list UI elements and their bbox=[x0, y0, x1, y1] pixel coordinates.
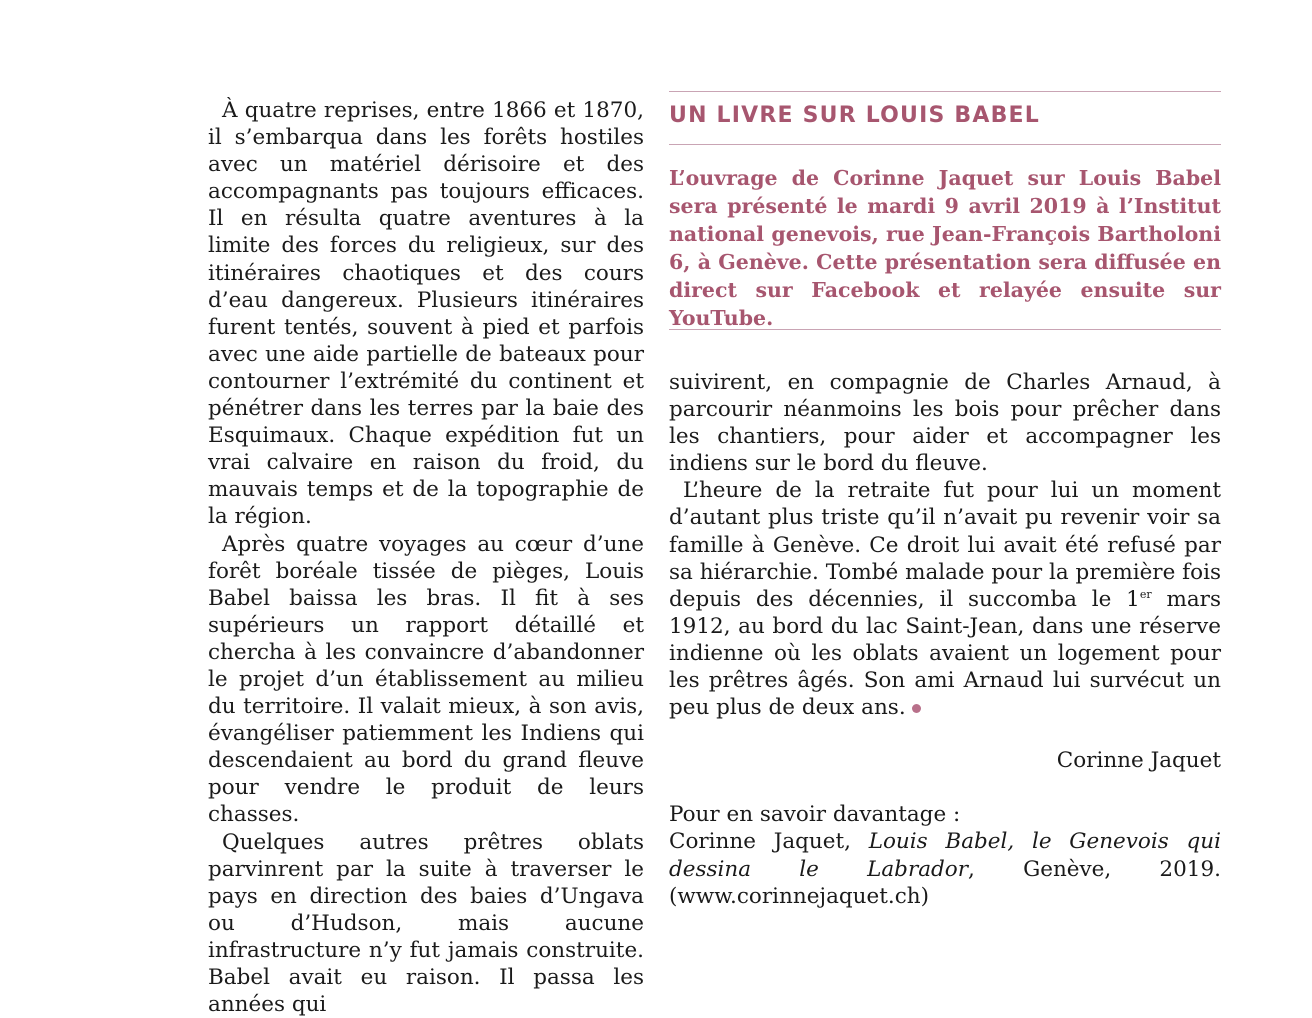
right-column bbox=[669, 369, 1221, 910]
divider bbox=[669, 329, 1221, 330]
left-column bbox=[208, 97, 644, 1018]
reference-author: Corinne Jaquet, bbox=[669, 829, 869, 855]
reference-title: Louis Babel, le Genevois qui dessina le Labrador bbox=[669, 829, 1221, 882]
box-title: UN LIVRE SUR LOUIS BABEL bbox=[669, 103, 1041, 128]
paragraph bbox=[669, 477, 1221, 721]
divider bbox=[669, 91, 1221, 92]
author-signature: Corinne Jaquet bbox=[1056, 748, 1221, 774]
paragraph-text: L’heure de la retraite fut pour lui un moment d’autant plus triste qu’il n’avait pu revenir voir sa famille à Genève. Ce droit lui avait été refusé par sa hiérarchie. Tombé malade pour la première fois depuis des décennies, il succomba le 1 bbox=[669, 478, 1221, 612]
reference-label: Pour en savoir davantage : bbox=[669, 802, 961, 828]
box-text: L’ouvrage de Corinne Jaquet sur Louis Babel sera présenté le mardi 9 avril 2019 à l’Institut national genevois, rue Jean-François Bartholoni 6, à Genève. Cette présentation sera diffusée en direct sur Facebook et relayée ensuite sur YouTube. bbox=[669, 166, 1221, 330]
superscript: er bbox=[1139, 587, 1152, 601]
paragraph: Après quatre voyages au cœur d’une forêt boréale tissée de pièges, Louis Babel baissa les bras. Il fit à ses supérieurs un rapport détaillé et chercha à les convaincre d’abandonner le projet d’un établissement au milieu du territoire. Il valait mieux, à son avis, évangéliser patiemment les Indiens qui descendaient au bord du grand fleuve pour vendre le produit de leurs chasses. bbox=[208, 531, 644, 828]
divider bbox=[669, 144, 1221, 145]
paragraph-text: mars 1912, au bord du lac Saint-Jean, dans une réserve indienne où les oblats avaient un logement pour les prêtres âgés. Son ami Arnaud lui survécut un peu plus de deux ans. bbox=[669, 586, 1221, 721]
book-announcement-box bbox=[669, 91, 1221, 331]
paragraph: Quelques autres prêtres oblats parvinrent par la suite à traverser le pays en direction des baies d’Ungava ou d’Hudson, mais aucune infrastructure n’y fut jamais construite. Babel avait eu raison. Il passa les années qui bbox=[208, 829, 644, 1018]
paragraph: À quatre reprises, entre 1866 et 1870, il s’embarqua dans les forêts hostiles avec un matériel dérisoire et des accompagnants pas toujours efficaces. Il en résulta quatre aventures à la limite des forces du religieux, sur des itinéraires chaotiques et des cours d’eau dangereux. Plusieurs itinéraires furent tentés, souvent à pied et parfois avec une aide partielle de bateaux pour contourner l’extrémité du continent et pénétrer dans les terres par la baie des Esquimaux. Chaque expédition fut un vrai calvaire en raison du froid, du mauvais temps et de la topographie de la région. bbox=[208, 98, 644, 530]
reference-details: , Genève, 2019. (www.corinnejaquet.ch) bbox=[669, 856, 1221, 909]
end-bullet-icon bbox=[912, 704, 921, 713]
reference bbox=[669, 828, 1221, 909]
paragraph: suivirent, en compagnie de Charles Arnaud, à parcourir néanmoins les bois pour prêcher dans les chantiers, pour aider et accompagner les indiens sur le bord du fleuve. bbox=[669, 370, 1221, 477]
